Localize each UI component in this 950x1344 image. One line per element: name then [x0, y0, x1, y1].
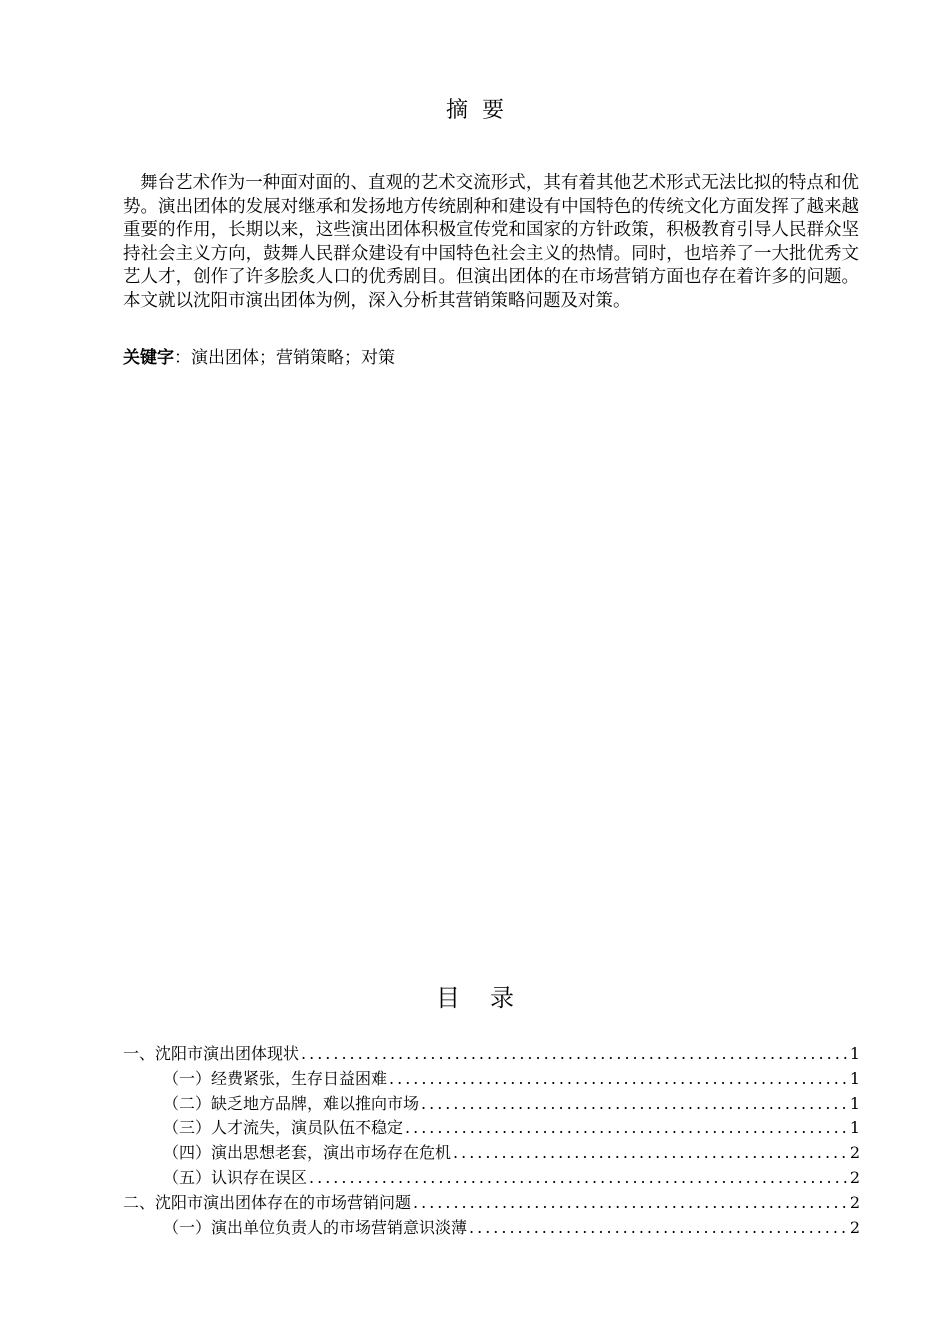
- toc-entry-page: 2: [849, 1143, 860, 1163]
- toc-entry-text: （一）经费紧张，生存日益困难: [163, 1068, 388, 1088]
- abstract-paragraph: 舞台艺术作为一种面对面的、直观的艺术交流形式，其有着其他艺术形式无法比拟的特点和优势。演出团体的发展对继承和发扬地方传统剧种和建设有中国特色的传统文化方面发挥了越来越重要的作用，长期以来，这些演出团体积极宣传党和国家的方针政策，积极教育引导人民群众坚持社会主义方向，鼓舞人民群众建设有中国特色社会主义的热情。同时，也培养了一大批优秀文艺人才，创作了许多脍炙人口的优秀剧目。但演出团体的在市场营销方面也存在着许多的问题。本文就以沈阳市演出团体为例，深入分析其营销策略问题及对策。: [123, 173, 859, 311]
- toc-entry-page: 2: [849, 1167, 860, 1187]
- toc-entry-page: 2: [849, 1217, 860, 1237]
- toc-leader-dots: [389, 1067, 848, 1092]
- toc-entry-page: 1: [849, 1093, 860, 1113]
- toc-entry-page: 2: [849, 1192, 860, 1212]
- toc-entry[interactable]: [123, 1042, 860, 1067]
- keywords-value: ：演出团体；营销策略；对策: [174, 348, 395, 368]
- toc-entry-page: 1: [849, 1118, 860, 1138]
- toc-leader-dots: [405, 1116, 848, 1141]
- toc-entry[interactable]: [123, 1166, 860, 1191]
- keywords-line: [123, 346, 859, 370]
- toc-entry[interactable]: [123, 1216, 860, 1241]
- toc-entry-page: 1: [849, 1044, 860, 1063]
- toc-title: 目录: [436, 984, 544, 1012]
- toc-leader-dots: [469, 1216, 848, 1241]
- toc-leader-dots: [309, 1166, 848, 1191]
- toc-leader-dots: [453, 1141, 848, 1166]
- toc-leader-dots: [421, 1092, 848, 1117]
- toc-entry-text: （二）缺乏地方品牌，难以推向市场: [163, 1093, 420, 1113]
- toc-entry[interactable]: [123, 1191, 860, 1216]
- toc-entry-text: （五）认识存在误区: [163, 1167, 308, 1187]
- toc-entry-text: 一、沈阳市演出团体现状: [123, 1044, 300, 1063]
- toc-entry-page: 1: [849, 1068, 860, 1088]
- toc-entry[interactable]: [123, 1141, 860, 1166]
- toc-entry-text: 二、沈阳市演出团体存在的市场营销问题: [123, 1192, 412, 1212]
- toc-entry[interactable]: [123, 1092, 860, 1117]
- toc-leader-dots: [301, 1042, 848, 1067]
- abstract-title: 摘要: [445, 98, 518, 123]
- toc-entry-text: （一）演出单位负责人的市场营销意识淡薄: [163, 1217, 468, 1237]
- toc-leader-dots: [413, 1191, 848, 1216]
- toc-entry-text: （三）人才流失，演员队伍不稳定: [163, 1118, 404, 1138]
- toc-entry-text: （四）演出思想老套，演出市场存在危机: [163, 1143, 452, 1163]
- keywords-label: 关键字: [123, 348, 174, 368]
- table-of-contents: [123, 1042, 860, 1240]
- toc-entry[interactable]: [123, 1067, 860, 1092]
- toc-entry[interactable]: [123, 1116, 860, 1141]
